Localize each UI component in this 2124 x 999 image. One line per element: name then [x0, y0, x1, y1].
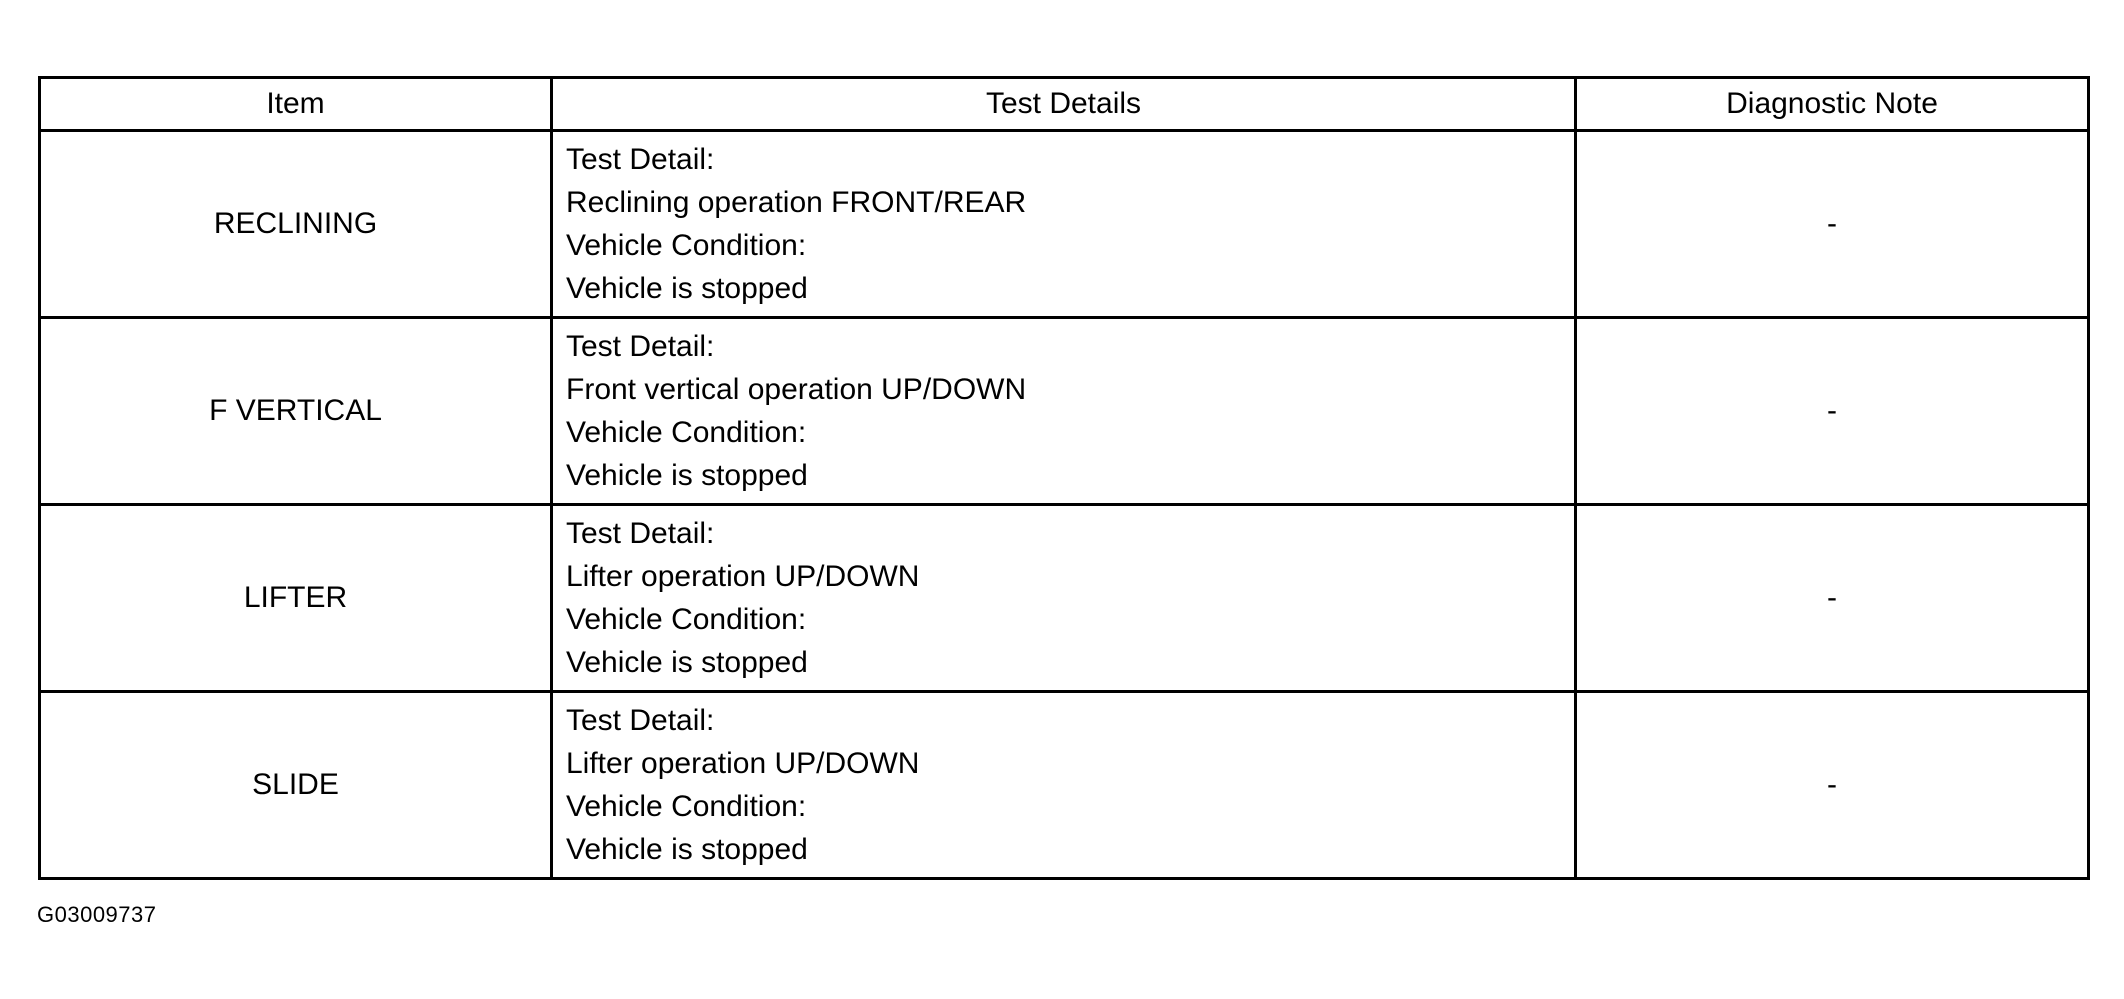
- details-line: Lifter operation UP/DOWN: [566, 747, 920, 780]
- column-header-diagnostic-note: Diagnostic Note: [1576, 78, 2089, 131]
- column-header-item: Item: [40, 78, 552, 131]
- details-line: Vehicle is stopped: [566, 459, 808, 492]
- details-line: Vehicle is stopped: [566, 833, 808, 866]
- table-header-row: [40, 78, 2089, 131]
- details-line: Vehicle Condition:: [566, 603, 807, 636]
- test-details-cell: [552, 318, 1576, 505]
- details-line: Vehicle Condition:: [566, 790, 807, 823]
- item-cell: RECLINING: [40, 131, 552, 318]
- test-details-cell: [552, 692, 1576, 879]
- details-line: Front vertical operation UP/DOWN: [566, 373, 1027, 406]
- data-table: [38, 76, 2090, 880]
- item-cell: F VERTICAL: [40, 318, 552, 505]
- details-line: Vehicle is stopped: [566, 646, 808, 679]
- details-line: Vehicle is stopped: [566, 272, 808, 305]
- details-line: Vehicle Condition:: [566, 416, 807, 449]
- details-line: Test Detail:: [566, 143, 715, 176]
- table-row: [40, 505, 2089, 692]
- diagnostic-note-cell: -: [1576, 505, 2089, 692]
- figure-id-label: G03009737: [37, 902, 157, 927]
- table-row: [40, 131, 2089, 318]
- diagnostic-note-cell: -: [1576, 692, 2089, 879]
- test-details-cell: [552, 131, 1576, 318]
- details-line: Vehicle Condition:: [566, 229, 807, 262]
- item-cell: SLIDE: [40, 692, 552, 879]
- column-header-test-details: Test Details: [552, 78, 1576, 131]
- test-details-cell: [552, 505, 1576, 692]
- details-line: Test Detail:: [566, 330, 715, 363]
- diagnostic-note-cell: -: [1576, 131, 2089, 318]
- details-line: Test Detail:: [566, 704, 715, 737]
- item-cell: LIFTER: [40, 505, 552, 692]
- details-line: Test Detail:: [566, 517, 715, 550]
- table-row: [40, 318, 2089, 505]
- details-line: Lifter operation UP/DOWN: [566, 560, 920, 593]
- table-row: [40, 692, 2089, 879]
- details-line: Reclining operation FRONT/REAR: [566, 186, 1027, 219]
- diagnostic-note-cell: -: [1576, 318, 2089, 505]
- data-table-container: [38, 76, 2087, 880]
